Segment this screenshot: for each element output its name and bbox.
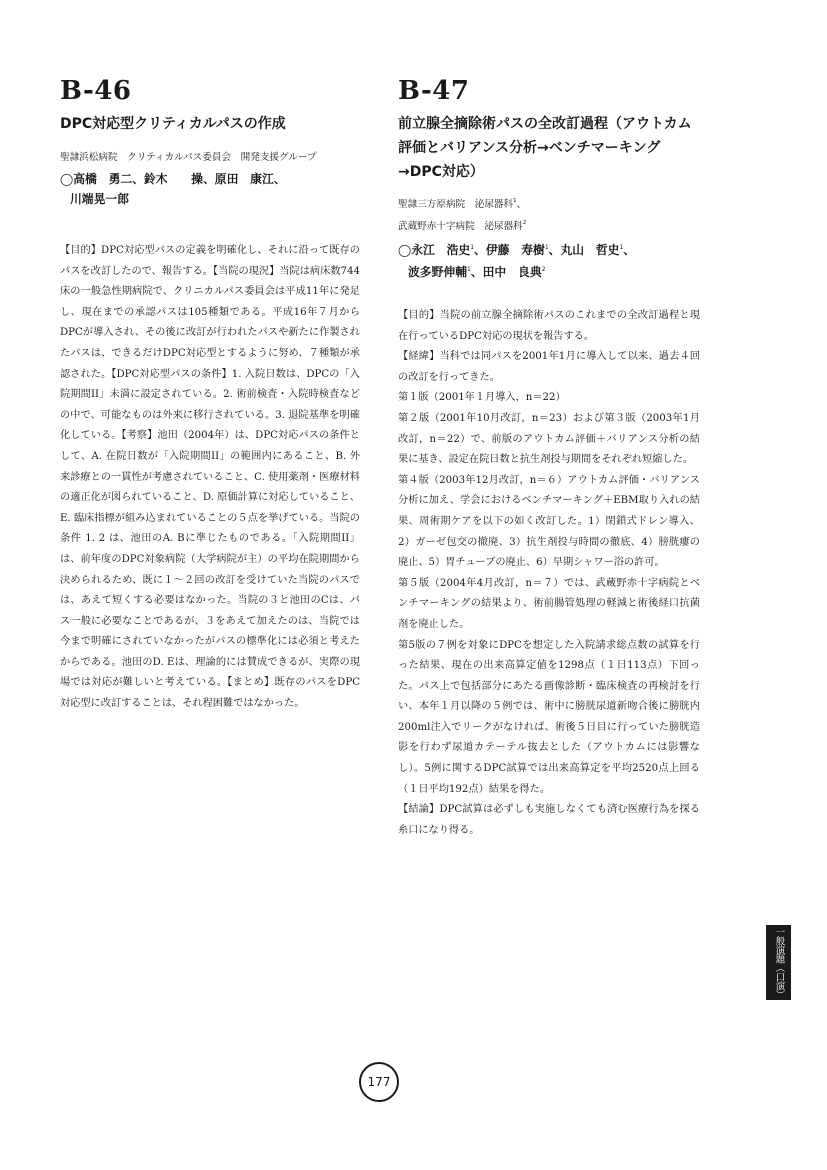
affiliation: 聖隷浜松病院 クリティカルパス委員会 開発支援グループ <box>60 152 317 163</box>
body-paragraph: 【結論】DPC試算は必ずしも実施しなくても済む医療行為を探る糸口になり得る。 <box>398 804 700 836</box>
authors-line-1 <box>398 238 700 260</box>
author-name: 、田中 良典 <box>470 265 542 279</box>
author-mark: 1 <box>467 266 471 273</box>
author-name: 波多野伸輔 <box>408 265 467 279</box>
authors <box>398 238 700 282</box>
affiliation-1-text: 聖隷三方原病院 泌尿器科 <box>398 199 514 210</box>
page-number: 177 <box>359 1062 399 1102</box>
authors-line-2: 川端晃一郎 <box>70 192 129 206</box>
abstract-b47 <box>398 76 700 841</box>
author-mark: 1 <box>470 244 475 251</box>
authors <box>60 169 360 209</box>
body-paragraph: 第５版（2004年4月改訂，n＝７）では、武蔵野赤十字病院とベンチマーキングの結果より、術前腸管処理の軽減と術後経口抗菌剤を廃止した。 <box>398 577 700 630</box>
abstract-title: 前立腺全摘除術パスの全改訂過程（アウトカム評価とバリアンス分析→ベンチマーキング→DPC対応） <box>398 116 692 180</box>
section-tab: 一般演題（口演） <box>766 925 791 1000</box>
affiliation-2-text: 武蔵野赤十字病院 泌尿器科 <box>398 221 523 232</box>
author-mark: 2 <box>541 266 546 273</box>
author-separator: 、 <box>623 243 636 257</box>
body-paragraph: 【経緯】当科では同パスを2001年1月に導入して以来、過去４回の改訂を行ってきた。 <box>398 351 700 383</box>
abstract-title: DPC対応型クリティカルパスの作成 <box>60 116 286 132</box>
body-paragraph: 第１版（2001年１月導入，n＝22） <box>398 392 566 404</box>
abstract-b46 <box>60 76 360 715</box>
body-paragraph: 第４版（2003年12月改訂，n＝６）アウトカム評価・バリアンス分析に加え、学会におけるベンチマーキング＋EBM取り入れの結果、周術期ケアを以下の如く改訂した。1）閉鎖式ドレン導入、2）ガーゼ包交の撤廃、3）抗生剤投与時間の徹底、4）膀胱瘻の廃止、5）胃チューブの廃止、6）早期シャワー浴の許可。 <box>398 474 700 569</box>
abstract-body <box>60 241 360 715</box>
affiliation-1-suffix: 、 <box>516 199 527 210</box>
affiliation-2 <box>398 214 700 236</box>
authors-line-1: ◯高橋 勇二、鈴木 操、原田 康江、 <box>60 172 286 186</box>
body-paragraph: 第２版（2001年10月改訂，n＝23）および第３版（2003年1月改訂，n＝22）で、前版のアウトカム評価＋バリアンス分析の結果に基き、設定在院日数と抗生剤投与期間をそれぞれ短縮した。 <box>398 412 700 466</box>
author-mark: 1 <box>619 244 624 251</box>
author-name: 、丸山 哲史 <box>548 243 620 257</box>
abstract-id: B-46 <box>60 76 132 106</box>
abstract-body <box>398 306 700 841</box>
abstract-id: B-47 <box>398 76 470 106</box>
authors-line-2 <box>398 260 700 282</box>
body-paragraph: 【目的】当院の前立腺全摘除術パスのこれまでの全改訂過程と現在行っているDPC対応の現状を報告する。 <box>398 310 700 342</box>
body-paragraph: 第5版の７例を対象にDPCを想定した入院請求総点数の試算を行った結果、現在の出来高算定値を1298点（１日113点）下回った。パス上で包括部分にあたる画像診断・臨床検査の再検討を行い、本年１月以降の５例では、術中に膀胱尿道新吻合後に膀胱内200ml注入でリークがなければ、術後５日目に行っていた膀胱造影を行わず尿道カテーテル抜去とした（アウトカムには影響なし）。5例に関するDPC試算では出来高算定を平均2520点上回る（１日平均192点）結果を得た。 <box>398 639 700 795</box>
body-paragraph: 【目的】DPC対応型パスの定義を明確化し、それに沿って既存のパスを改訂したので、報告する。【当院の現況】当院は病床数744床の一般急性期病院で、クリニカルパス委員会は平成11年に発足し、現在までの承認パスは105種類である。平成16年７月からDPCが導入され、その後に改訂が行われたパスや新たに作製されたパスは、できるだけDPC対応型とするように努め、７種類が承認された。【DPC対応型パスの条件】1. 入院日数は、DPCの「入院期間II」未満に設定されている。2. 術前検査・入院時検査などの中で、可能なものは外来に移行されている。3. 退院基準を明確化している。【考察】池田（2004年）は、DPC対応パスの条件として、A. 在院日数が「入院期間II」の範囲内にあること、B. 外来診療との一貫性が考慮されていること、C. 使用薬剤・医療材料の適正化が図られていること、D. 原価計算に対応していること、E. 臨床指標が組み込まれていることの５点を挙げている。当院の条件 1. 2 は、池田のA. Bに準じたものである。「入院期間II」は、前年度のDPC対象病院（大学病院が主）の平均在院期間から決められるため、既に１～２回の改訂を受けていた当院のパスでは、あえて短くする必要はなかった。当院の３と池田のCは、パス一般に必要なことであるが、３をあえて加えたのは、当院では今まで明確にされていなかったがパスの標準化には必須と考えたからである。池田のD. Eは、理論的には賛成できるが、実際の現場では対応が難しいと考えている。【まとめ】既存のパスをDPC対応型に改訂することは、それ程困難ではなかった。 <box>60 245 360 710</box>
author-name: 、伊藤 寿樹 <box>474 243 545 257</box>
affiliation-1-mark: 1 <box>513 198 517 204</box>
author-mark: 1 <box>544 244 549 251</box>
author-name: ◯永江 浩史 <box>398 243 471 257</box>
affiliation-1 <box>398 192 700 214</box>
affiliation-2-mark: 2 <box>522 220 527 226</box>
